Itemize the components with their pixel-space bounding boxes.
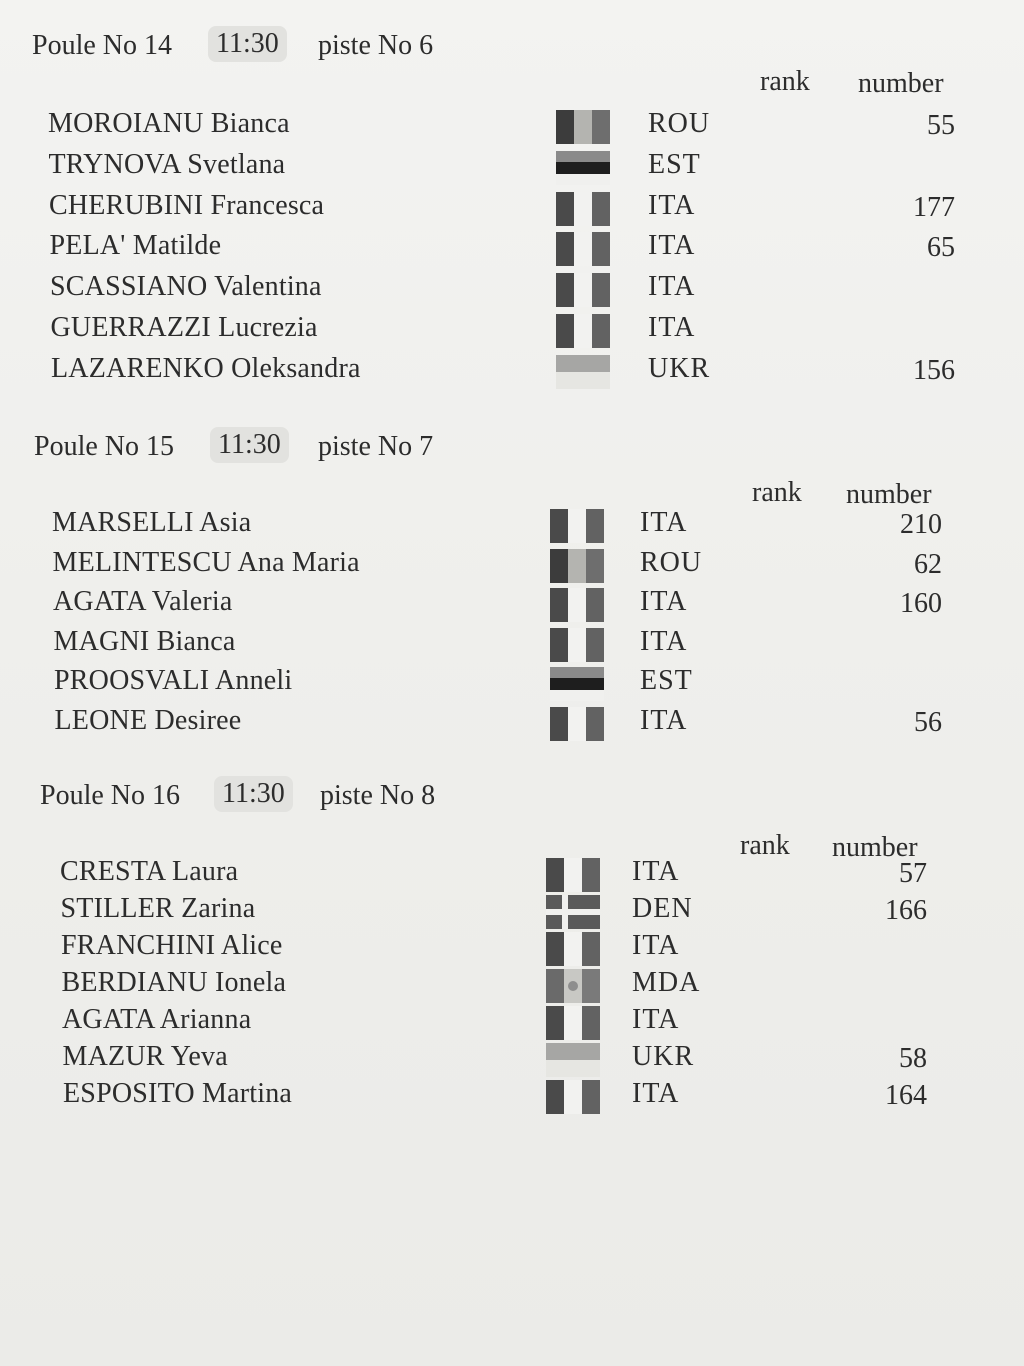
rank-column-header: rank	[740, 830, 790, 861]
fencer-number: 164	[885, 1080, 927, 1111]
poule-time: 11:30	[210, 427, 289, 463]
fencer-name: ESPOSITO Martina	[63, 1078, 293, 1109]
fencer-country: ITA	[632, 1004, 680, 1035]
rank-column-header: rank	[760, 66, 810, 97]
fencer-name: MOROIANU Bianca	[48, 108, 290, 139]
fencer-name: MAZUR Yeva	[62, 1041, 228, 1072]
ita-flag-icon	[556, 273, 610, 307]
fencer-number: 156	[913, 354, 955, 386]
fencer-number: 160	[900, 588, 942, 619]
fencer-name: TRYNOVA Svetlana	[48, 148, 286, 180]
fencer-row	[0, 665, 1024, 705]
ita-flag-icon	[556, 232, 610, 266]
est-flag-icon	[556, 151, 610, 185]
fencer-number: 62	[914, 548, 942, 580]
ukr-flag-icon	[556, 355, 610, 389]
fencer-name: GUERRAZZI Lucrezia	[50, 312, 318, 343]
fencer-name: AGATA Valeria	[53, 586, 233, 617]
fencer-country: ITA	[648, 312, 696, 343]
poule-piste: piste No 8	[320, 780, 436, 811]
poule-label: Poule No 14	[32, 30, 172, 61]
fencer-number: 166	[885, 895, 927, 926]
number-column-header: number	[832, 832, 918, 863]
fencer-name: STILLER Zarina	[60, 893, 256, 924]
fencer-row	[0, 312, 1024, 352]
ita-flag-icon	[550, 509, 604, 543]
fencer-row	[0, 856, 1024, 896]
fencer-name: CHERUBINI Francesca	[49, 189, 325, 221]
fencer-row	[0, 586, 1024, 626]
fencer-country: MDA	[632, 967, 701, 998]
fencer-country: ITA	[640, 704, 688, 736]
fencer-number: 55	[927, 110, 955, 141]
fencer-country: UKR	[632, 1041, 695, 1072]
est-flag-icon	[550, 667, 604, 701]
fencer-row	[0, 353, 1024, 393]
fencer-number: 177	[913, 191, 955, 223]
fencer-row	[0, 149, 1024, 189]
fencer-country: ROU	[648, 108, 711, 139]
poule-label: Poule No 15	[34, 431, 174, 462]
poule-time: 11:30	[208, 26, 287, 62]
fencer-row	[0, 930, 1024, 970]
ukr-flag-icon	[546, 1043, 600, 1077]
number-column-header: number	[858, 68, 944, 99]
poule-label: Poule No 16	[40, 780, 180, 811]
poule-time: 11:30	[214, 776, 293, 812]
fencer-country: ITA	[648, 271, 696, 303]
fencer-name: MARSELLI Asia	[52, 507, 252, 538]
fencer-number: 65	[927, 232, 955, 264]
fencer-row	[0, 1004, 1024, 1044]
number-column-header: number	[846, 479, 932, 510]
ita-flag-icon	[550, 628, 604, 662]
fencer-row	[0, 547, 1024, 587]
fencer-country: ITA	[640, 507, 688, 538]
ita-flag-icon	[550, 588, 604, 622]
fencer-number: 57	[899, 858, 927, 889]
fencer-row	[0, 271, 1024, 311]
fencer-country: ITA	[632, 1078, 680, 1109]
fencer-country: UKR	[648, 352, 711, 384]
fencer-country: DEN	[632, 893, 693, 924]
fencer-country: EST	[648, 148, 701, 180]
fencer-name: BERDIANU Ionela	[61, 967, 287, 998]
fencer-number: 58	[899, 1043, 927, 1074]
poule-piste: piste No 6	[318, 30, 434, 61]
fencer-name: PROOSVALI Anneli	[54, 665, 293, 696]
fencer-row	[0, 967, 1024, 1007]
rou-flag-icon	[556, 110, 610, 144]
fencer-country: ITA	[632, 856, 680, 887]
fencer-row	[0, 705, 1024, 745]
fencer-row	[0, 190, 1024, 230]
ita-flag-icon	[546, 932, 600, 966]
fencer-name: FRANCHINI Alice	[61, 930, 283, 961]
fencer-row	[0, 893, 1024, 933]
fencer-country: ROU	[640, 546, 703, 578]
fencer-row	[0, 626, 1024, 666]
ita-flag-icon	[546, 1006, 600, 1040]
fencer-country: ITA	[648, 189, 696, 221]
fencer-name: AGATA Arianna	[62, 1004, 252, 1035]
fencer-row	[0, 1078, 1024, 1118]
fencer-name: PELA' Matilde	[49, 230, 222, 262]
fencer-number: 210	[900, 509, 942, 540]
rank-column-header: rank	[752, 477, 802, 508]
ita-flag-icon	[556, 314, 610, 348]
ita-flag-icon	[556, 192, 610, 226]
fencer-name: LEONE Desiree	[54, 704, 242, 736]
fencer-name: MAGNI Bianca	[53, 625, 236, 657]
ita-flag-icon	[546, 1080, 600, 1114]
fencer-country: ITA	[648, 230, 696, 262]
fencer-name: SCASSIANO Valentina	[50, 271, 322, 303]
fencer-number: 56	[914, 706, 942, 738]
fencer-country: EST	[640, 665, 693, 696]
fencer-name: CRESTA Laura	[60, 856, 239, 887]
fencer-row	[0, 1041, 1024, 1081]
fencer-row	[0, 230, 1024, 270]
fencer-name: MELINTESCU Ana Maria	[52, 546, 360, 578]
fencer-name: LAZARENKO Oleksandra	[51, 352, 361, 384]
fencer-country: ITA	[640, 586, 688, 617]
fencer-country: ITA	[632, 930, 680, 961]
fencer-row	[0, 108, 1024, 148]
den-flag-icon	[546, 895, 600, 929]
ita-flag-icon	[546, 858, 600, 892]
mda-flag-icon	[546, 969, 600, 1003]
rou-flag-icon	[550, 549, 604, 583]
poule-piste: piste No 7	[318, 431, 434, 462]
fencer-row	[0, 507, 1024, 547]
ita-flag-icon	[550, 707, 604, 741]
fencer-country: ITA	[640, 625, 688, 657]
